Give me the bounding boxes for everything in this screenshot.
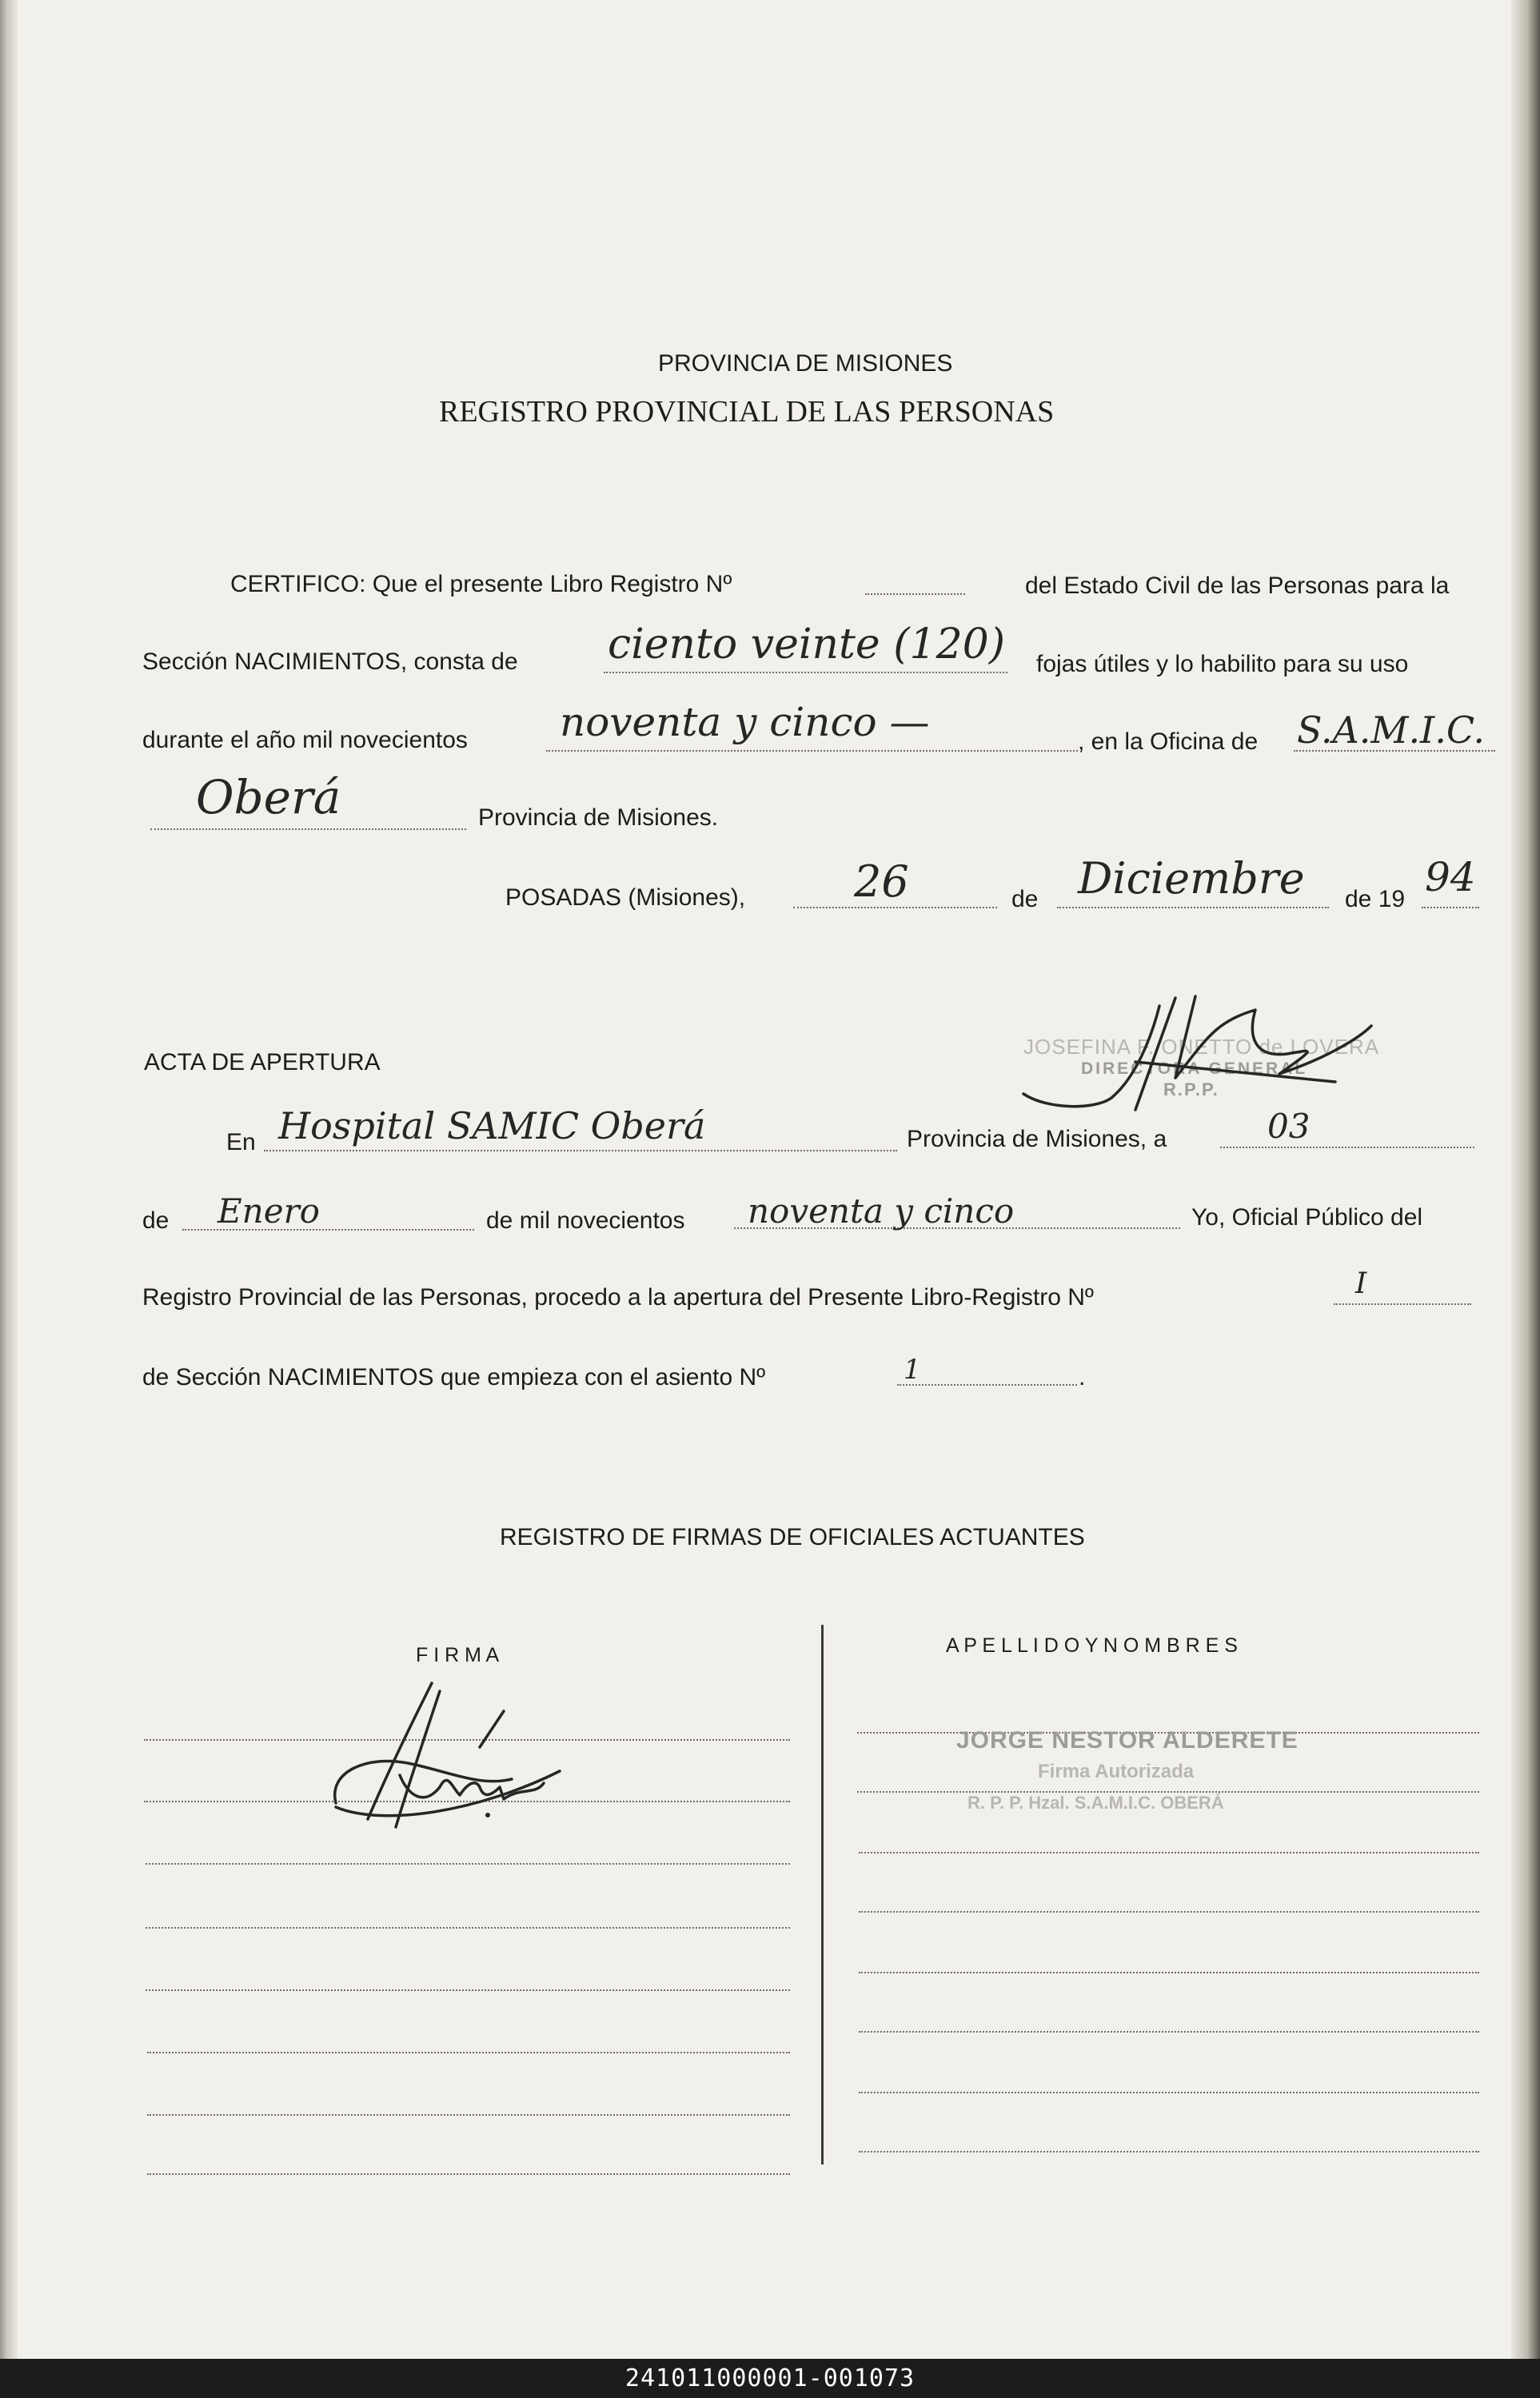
month-handwritten: Diciembre <box>1078 853 1305 904</box>
nombres-line <box>859 1911 1479 1913</box>
acta-de-label: de <box>142 1207 170 1234</box>
acta-entry-handwritten: 1 <box>904 1354 921 1386</box>
nombres-line <box>859 2031 1479 2033</box>
cert-line1-end: del Estado Civil de las Personas para la <box>1025 573 1450 599</box>
official-stamp-title: Firma Autorizada <box>1038 1761 1195 1782</box>
cert-line2-text: Sección NACIMIENTOS, consta de <box>142 648 518 675</box>
nombres-line <box>859 1972 1479 1973</box>
acta-en-label: En <box>226 1129 256 1155</box>
nombres-line <box>859 2151 1479 2153</box>
province-heading: PROVINCIA DE MISIONES <box>658 350 953 377</box>
cert-line1-text: CERTIFICO: Que el presente Libro Registro Nº <box>230 571 732 597</box>
year-suffix-handwritten: 94 <box>1425 854 1476 900</box>
acta-line3-text: Registro Provincial de las Personas, procedo a la apertura del Presente Libro-Registro Nº <box>142 1284 1094 1311</box>
acta-heading: ACTA DE APERTURA <box>144 1049 381 1075</box>
acta-day-handwritten: 03 <box>1267 1107 1311 1146</box>
column-divider <box>821 1625 824 2165</box>
nombres-line <box>859 1852 1479 1853</box>
year-handwritten: noventa y cinco — <box>560 699 930 745</box>
page-right-edge <box>1511 0 1540 2359</box>
firma-line <box>147 2052 790 2053</box>
city-blank <box>150 828 466 830</box>
cert-line3-office-label: , en la Oficina de <box>1078 728 1259 755</box>
month-blank <box>1057 907 1329 908</box>
nombres-column-header: A P E L L I D O Y N O M B R E S <box>946 1634 1238 1657</box>
de-label: de <box>1011 886 1039 912</box>
acta-year-handwritten: noventa y cinco <box>748 1191 1015 1231</box>
acta-place-blank <box>264 1150 897 1151</box>
year-blank <box>546 750 1078 752</box>
acta-book-blank <box>1334 1303 1471 1305</box>
acta-year-label: de mil novecientos <box>486 1207 685 1234</box>
firma-line <box>146 1863 790 1865</box>
cert-line2-end: fojas útiles y lo habilito para su uso <box>1036 651 1409 677</box>
office-handwritten: S.A.M.I.C. <box>1297 708 1486 752</box>
acta-book-handwritten: I <box>1355 1267 1367 1300</box>
director-signature-icon <box>1015 982 1383 1118</box>
acta-province-label: Provincia de Misiones, a <box>907 1126 1167 1152</box>
page-left-edge <box>0 0 18 2359</box>
firma-column-header: F I R M A <box>416 1644 500 1666</box>
cert-line3-text: durante el año mil novecientos <box>142 727 468 753</box>
acta-official-text: Yo, Oficial Público del <box>1191 1204 1423 1231</box>
day-blank <box>793 907 997 908</box>
firma-line <box>146 1989 790 1991</box>
city-handwritten: Oberá <box>196 770 341 824</box>
acta-line4-text: de Sección NACIMIENTOS que empieza con el asiento Nº <box>142 1364 766 1391</box>
pages-count-handwritten: ciento veinte (120) <box>608 620 1006 668</box>
acta-place-handwritten: Hospital SAMIC Oberá <box>278 1104 706 1147</box>
registry-heading: REGISTRO PROVINCIAL DE LAS PERSONAS <box>439 395 1055 429</box>
acta-month-handwritten: Enero <box>217 1191 320 1231</box>
day-handwritten: 26 <box>854 856 909 907</box>
year-prefix-label: de 19 <box>1345 886 1406 912</box>
place-date-label: POSADAS (Misiones), <box>505 884 746 911</box>
official-stamp-name: JORGE NESTOR ALDERETE <box>956 1727 1299 1754</box>
book-number-blank <box>865 593 965 595</box>
official-signature-icon <box>320 1667 576 1835</box>
director-stamp-org: R.P.P. <box>1163 1079 1219 1099</box>
acta-period: . <box>1079 1364 1086 1391</box>
director-stamp-title: DIRECTORA GENERAL <box>1081 1059 1308 1078</box>
image-id-footer: 241011000001-001073 <box>0 2359 1540 2398</box>
signatures-heading: REGISTRO DE FIRMAS DE OFICIALES ACTUANTES <box>500 1524 1085 1550</box>
year-suffix-blank <box>1422 907 1479 908</box>
cert-line4-end: Provincia de Misiones. <box>478 804 719 831</box>
director-stamp-name: JOSEFINA F. ONETTO de LOVERA <box>1023 1035 1380 1059</box>
official-stamp-org: R. P. P. Hzal. S.A.M.I.C. OBERÁ <box>967 1793 1224 1813</box>
acta-day-blank <box>1220 1147 1474 1148</box>
pages-count-blank <box>604 672 1007 673</box>
nombres-line <box>859 2092 1479 2093</box>
firma-line <box>147 2173 790 2175</box>
firma-line <box>147 2114 790 2116</box>
firma-line <box>146 1927 790 1929</box>
acta-entry-blank <box>897 1384 1077 1386</box>
